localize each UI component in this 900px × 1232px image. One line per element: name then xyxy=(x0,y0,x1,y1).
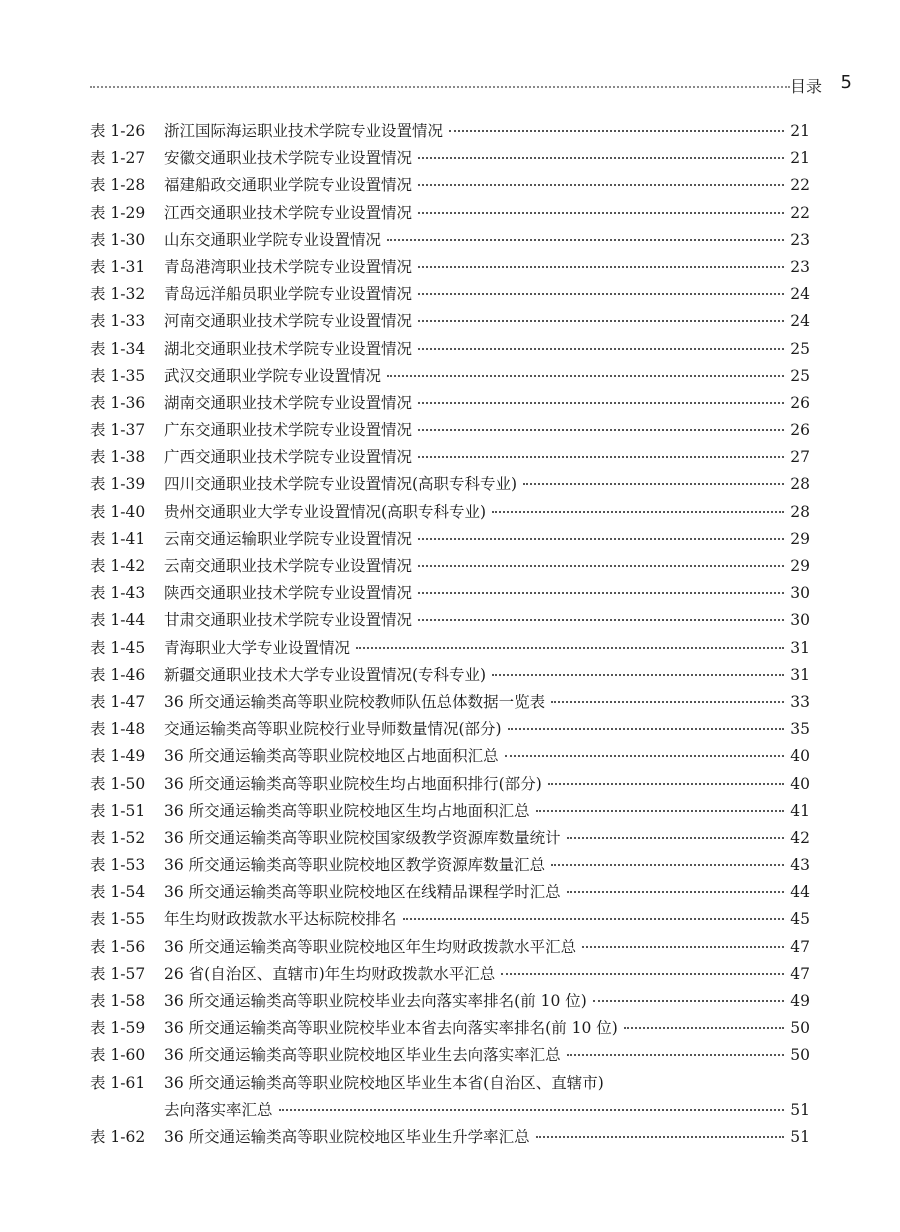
leader-dots xyxy=(492,674,784,676)
toc-entry[interactable] xyxy=(90,200,810,227)
toc-entry[interactable] xyxy=(90,716,810,743)
entry-title: 福建船政交通职业学院专业设置情况 xyxy=(164,176,413,195)
toc-entry[interactable] xyxy=(90,662,810,689)
entry-title: 浙江国际海运职业技术学院专业设置情况 xyxy=(164,122,444,140)
entry-number: 表 1-27 xyxy=(90,149,146,168)
leader-dots xyxy=(418,538,784,540)
entry-title: 36 所交通运输类高等职业院校地区在线精品课程学时汇总 xyxy=(164,883,561,902)
entry-title: 36 所交通运输类高等职业院校地区生均占地面积汇总 xyxy=(164,801,530,820)
toc-entry[interactable] xyxy=(90,852,810,879)
entry-number: 表 1-50 xyxy=(90,774,146,793)
entry-number: 表 1-56 xyxy=(90,937,146,956)
leader-dots xyxy=(418,293,784,295)
leader-dots xyxy=(523,483,784,485)
entry-number: 表 1-28 xyxy=(90,176,146,195)
entry-title: 36 所交通运输类高等职业院校毕业去向落实率排名(前 10 位) xyxy=(164,992,587,1010)
entry-number: 表 1-43 xyxy=(90,584,146,603)
entry-title: 甘肃交通职业技术学院专业设置情况 xyxy=(164,611,413,630)
entry-number: 表 1-40 xyxy=(90,502,146,521)
toc-entry[interactable] xyxy=(90,363,810,390)
entry-number: 表 1-33 xyxy=(90,312,146,331)
entry-page: 50 xyxy=(790,1046,810,1065)
entry-page: 50 xyxy=(790,1019,810,1038)
leader-dots xyxy=(501,973,784,975)
toc-entry[interactable] xyxy=(90,254,810,281)
toc-entry[interactable] xyxy=(90,227,810,254)
toc-entry[interactable] xyxy=(90,390,810,417)
entry-number: 表 1-59 xyxy=(90,1019,146,1038)
entry-title: 贵州交通职业大学专业设置情况(高职专科专业) xyxy=(164,502,487,521)
toc-entry[interactable] xyxy=(90,825,810,852)
entry-title: 36 所交通运输类高等职业院校教师队伍总体数据一览表 xyxy=(164,692,546,711)
entry-page: 26 xyxy=(790,393,810,412)
toc-entry[interactable] xyxy=(90,499,810,526)
entry-title: 36 所交通运输类高等职业院校地区毕业生去向落实率汇总 xyxy=(164,1046,561,1065)
entry-number: 表 1-29 xyxy=(90,203,146,222)
entry-title: 36 所交通运输类高等职业院校地区占地面积汇总 xyxy=(164,747,499,766)
leader-dots xyxy=(418,429,784,431)
entry-page: 43 xyxy=(790,856,810,875)
leader-dots xyxy=(418,348,784,350)
entry-number: 表 1-42 xyxy=(90,557,146,575)
entry-title: 广西交通职业技术学院专业设置情况 xyxy=(164,448,413,467)
leader-dots xyxy=(548,783,785,785)
entry-page: 21 xyxy=(790,149,810,168)
leader-dots xyxy=(551,864,784,866)
leader-dots xyxy=(567,837,785,839)
page-header xyxy=(90,72,852,100)
entry-page: 22 xyxy=(790,203,810,222)
entry-title: 山东交通职业学院专业设置情况 xyxy=(164,230,382,249)
entry-page: 47 xyxy=(790,964,810,983)
entry-number: 表 1-51 xyxy=(90,801,146,820)
toc-entry[interactable] xyxy=(90,798,810,825)
toc-entry[interactable] xyxy=(90,118,810,145)
toc-entry[interactable] xyxy=(90,553,810,580)
entry-page: 21 xyxy=(790,122,810,140)
leader-dots xyxy=(624,1027,784,1029)
leader-dots xyxy=(567,1054,785,1056)
leader-dots xyxy=(536,810,785,812)
entry-title: 广东交通职业技术学院专业设置情况 xyxy=(164,421,413,440)
entry-page: 23 xyxy=(790,230,810,249)
entry-number: 表 1-48 xyxy=(90,720,146,739)
entry-title: 36 所交通运输类高等职业院校毕业本省去向落实率排名(前 10 位) xyxy=(164,1019,618,1038)
entry-page: 28 xyxy=(790,502,810,521)
entry-title: 河南交通职业技术学院专业设置情况 xyxy=(164,312,413,331)
entry-page: 51 xyxy=(790,1127,810,1146)
entry-number: 表 1-30 xyxy=(90,230,146,249)
entry-page: 24 xyxy=(790,285,810,304)
entry-number: 表 1-32 xyxy=(90,285,146,304)
toc-entry-continuation[interactable] xyxy=(90,1097,810,1124)
entry-number: 表 1-35 xyxy=(90,366,146,385)
entry-page: 31 xyxy=(790,665,810,684)
entry-title: 江西交通职业技术学院专业设置情况 xyxy=(164,203,413,222)
toc-entry[interactable] xyxy=(90,471,810,498)
toc-entry[interactable] xyxy=(90,988,810,1015)
entry-page: 28 xyxy=(790,475,810,494)
entry-page: 22 xyxy=(790,176,810,195)
entry-title-continued: 去向落实率汇总 xyxy=(164,1100,273,1119)
toc-entry[interactable] xyxy=(90,961,810,988)
toc-entry[interactable] xyxy=(90,1015,810,1042)
entry-number: 表 1-53 xyxy=(90,856,146,875)
toc-entry[interactable] xyxy=(90,444,810,471)
leader-dots xyxy=(418,266,784,268)
entry-page: 42 xyxy=(790,828,810,847)
entry-title: 青岛远洋船员职业学院专业设置情况 xyxy=(164,285,413,304)
leader-dots xyxy=(593,1000,784,1002)
entry-title: 安徽交通职业技术学院专业设置情况 xyxy=(164,149,413,168)
entry-number: 表 1-62 xyxy=(90,1127,146,1146)
entry-page: 27 xyxy=(790,448,810,467)
leader-dots xyxy=(403,918,785,920)
entry-title: 四川交通职业技术学院专业设置情况(高职专科专业) xyxy=(164,475,518,494)
leader-dots xyxy=(582,946,784,948)
leader-dots xyxy=(418,592,784,594)
entry-title: 36 所交通运输类高等职业院校地区年生均财政拨款水平汇总 xyxy=(164,937,577,956)
entry-page: 25 xyxy=(790,366,810,385)
toc-entry[interactable] xyxy=(90,1124,810,1151)
entry-page: 44 xyxy=(790,883,810,902)
leader-dots xyxy=(449,130,784,132)
entry-page: 40 xyxy=(790,747,810,766)
toc-entry[interactable] xyxy=(90,1042,810,1069)
entry-number: 表 1-26 xyxy=(90,122,146,140)
entry-number: 表 1-37 xyxy=(90,421,146,440)
leader-dots xyxy=(279,1109,785,1111)
entry-number: 表 1-45 xyxy=(90,638,146,657)
toc-entry[interactable] xyxy=(90,906,810,933)
toc-entry[interactable] xyxy=(90,336,810,363)
leader-dots xyxy=(418,212,784,214)
entry-page: 29 xyxy=(790,529,810,548)
leader-dots xyxy=(508,728,785,730)
toc-entry[interactable] xyxy=(90,281,810,308)
entry-page: 45 xyxy=(790,910,810,929)
entry-title: 交通运输类高等职业院校行业导师数量情况(部分) xyxy=(164,720,502,739)
entry-title: 青海职业大学专业设置情况 xyxy=(164,638,351,657)
entry-title: 武汉交通职业学院专业设置情况 xyxy=(164,366,382,385)
entry-number: 表 1-52 xyxy=(90,828,146,847)
entry-title: 36 所交通运输类高等职业院校地区毕业生本省(自治区、直辖市) xyxy=(164,1073,604,1092)
toc-entry[interactable] xyxy=(90,934,810,961)
entry-number: 表 1-55 xyxy=(90,910,146,929)
entry-title: 青岛港湾职业技术学院专业设置情况 xyxy=(164,257,413,276)
leader-dots xyxy=(418,157,784,159)
entry-number: 表 1-31 xyxy=(90,257,146,276)
toc-entry[interactable] xyxy=(90,417,810,444)
leader-dots xyxy=(387,375,784,377)
entry-page: 35 xyxy=(790,720,810,739)
entry-number: 表 1-54 xyxy=(90,883,146,902)
leader-dots xyxy=(418,456,784,458)
entry-number: 表 1-60 xyxy=(90,1046,146,1065)
entry-number: 表 1-39 xyxy=(90,475,146,494)
toc-entry[interactable] xyxy=(90,771,810,798)
entry-title: 36 所交通运输类高等职业院校地区毕业生升学率汇总 xyxy=(164,1127,530,1146)
entry-page: 47 xyxy=(790,937,810,956)
entry-page: 41 xyxy=(790,801,810,820)
toc-entry[interactable] xyxy=(90,689,810,716)
entry-number: 表 1-47 xyxy=(90,692,146,711)
entry-number: 表 1-38 xyxy=(90,448,146,467)
entry-page: 30 xyxy=(790,584,810,603)
entry-page: 25 xyxy=(790,339,810,358)
entry-title: 26 省(自治区、直辖市)年生均财政拨款水平汇总 xyxy=(164,964,496,983)
entry-number: 表 1-46 xyxy=(90,665,146,684)
entry-page: 33 xyxy=(790,692,810,711)
leader-dots xyxy=(567,891,785,893)
toc-entry[interactable] xyxy=(90,526,810,553)
leader-dots xyxy=(418,565,784,567)
toc-entry[interactable] xyxy=(90,743,810,770)
entry-title: 云南交通职业技术学院专业设置情况 xyxy=(164,557,413,575)
header-dotted-rule xyxy=(90,86,790,88)
entry-page: 40 xyxy=(790,774,810,793)
entry-title: 新疆交通职业技术大学专业设置情况(专科专业) xyxy=(164,665,487,684)
entry-page: 30 xyxy=(790,611,810,630)
entry-title: 云南交通运输职业学院专业设置情况 xyxy=(164,529,413,548)
entry-title: 36 所交通运输类高等职业院校生均占地面积排行(部分) xyxy=(164,774,542,793)
toc-entry[interactable] xyxy=(90,580,810,607)
entry-title: 36 所交通运输类高等职业院校地区教学资源库数量汇总 xyxy=(164,856,546,875)
entry-page: 51 xyxy=(790,1100,810,1119)
entry-title: 陕西交通职业技术学院专业设置情况 xyxy=(164,584,413,603)
entry-page: 24 xyxy=(790,312,810,331)
leader-dots xyxy=(387,239,784,241)
toc-entry[interactable] xyxy=(90,635,810,662)
table-of-contents xyxy=(90,118,810,1151)
entry-number: 表 1-44 xyxy=(90,611,146,630)
entry-page: 31 xyxy=(790,638,810,657)
entry-number: 表 1-36 xyxy=(90,393,146,412)
leader-dots xyxy=(356,647,784,649)
entry-page: 26 xyxy=(790,421,810,440)
leader-dots xyxy=(418,619,784,621)
toc-entry[interactable] xyxy=(90,145,810,172)
entry-title: 湖南交通职业技术学院专业设置情况 xyxy=(164,393,413,412)
entry-number: 表 1-61 xyxy=(90,1073,146,1092)
entry-page: 49 xyxy=(790,992,810,1010)
entry-number: 表 1-57 xyxy=(90,964,146,983)
entry-number: 表 1-41 xyxy=(90,529,146,548)
leader-dots xyxy=(505,755,785,757)
toc-entry[interactable] xyxy=(90,879,810,906)
entry-page: 29 xyxy=(790,557,810,575)
entry-title: 年生均财政拨款水平达标院校排名 xyxy=(164,910,397,929)
entry-number: 表 1-49 xyxy=(90,747,146,766)
entry-number: 表 1-34 xyxy=(90,339,146,358)
header-page-number: 5 xyxy=(840,72,852,93)
leader-dots xyxy=(418,402,784,404)
toc-entry[interactable] xyxy=(90,607,810,634)
leader-dots xyxy=(536,1136,785,1138)
leader-dots xyxy=(418,320,784,322)
leader-dots xyxy=(551,701,784,703)
toc-entry[interactable] xyxy=(90,308,810,335)
entry-page: 23 xyxy=(790,257,810,276)
toc-entry[interactable] xyxy=(90,1070,810,1097)
header-title: 目录 xyxy=(789,77,822,96)
leader-dots xyxy=(492,511,784,513)
entry-number: 表 1-58 xyxy=(90,992,146,1010)
toc-entry[interactable] xyxy=(90,172,810,199)
entry-title: 36 所交通运输类高等职业院校国家级教学资源库数量统计 xyxy=(164,828,561,847)
leader-dots xyxy=(418,184,784,186)
entry-title: 湖北交通职业技术学院专业设置情况 xyxy=(164,339,413,358)
